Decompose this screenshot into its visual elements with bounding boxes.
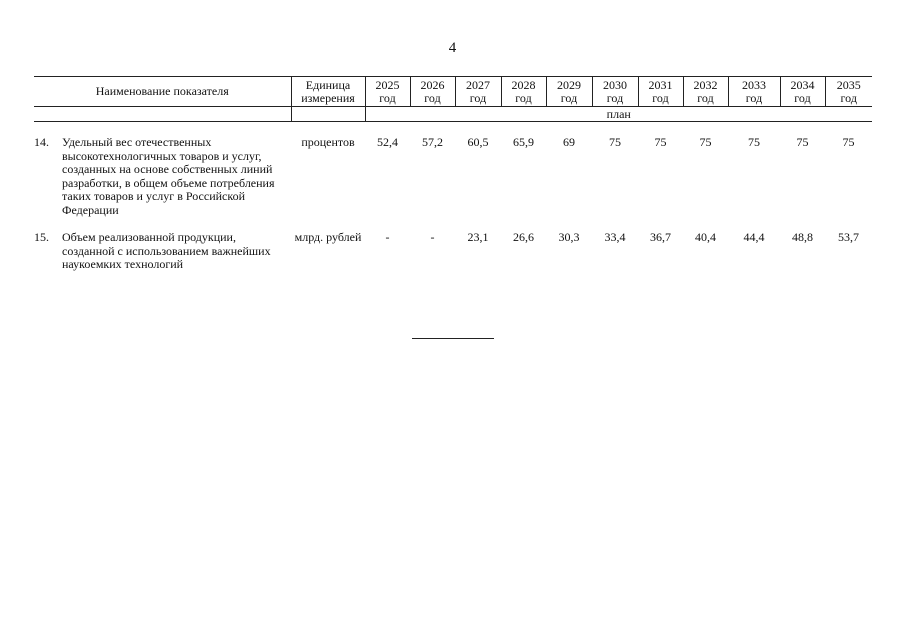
year-value: 2031 — [648, 77, 673, 92]
column-header-unit: Единица измерения — [291, 77, 365, 107]
value-cell: 60,5 — [467, 135, 489, 149]
value-cell: - — [430, 230, 435, 244]
value-cell: 53,7 — [838, 230, 859, 244]
value-cell: 30,3 — [558, 230, 580, 244]
table-row — [34, 231, 872, 286]
year-suffix: год — [424, 90, 441, 105]
value-cell: 75 — [654, 135, 667, 149]
year-value: 2034 — [790, 77, 815, 92]
year-value: 2033 — [742, 77, 766, 92]
column-header-year — [825, 77, 872, 107]
value-cell: 57,2 — [422, 135, 443, 149]
value-cell: 52,4 — [377, 135, 398, 149]
value-cell: 40,4 — [695, 230, 716, 244]
year-value: 2025 — [375, 77, 400, 92]
row-number: 14. — [34, 135, 49, 149]
value-cell: 75 — [609, 135, 621, 149]
row-number: 15. — [34, 230, 49, 244]
column-header-year — [780, 77, 825, 107]
year-value: 2028 — [511, 77, 536, 92]
column-header-year — [638, 77, 683, 107]
value-cell: - — [385, 230, 390, 244]
column-header-year — [455, 77, 501, 107]
value-cell: 65,9 — [513, 135, 534, 149]
value-cell: 75 — [842, 135, 855, 149]
table-header-row — [34, 77, 872, 107]
table-row — [34, 136, 872, 231]
table-body — [34, 122, 872, 286]
indicator-name-cell — [34, 136, 291, 231]
page-number: 4 — [448, 40, 457, 56]
value-cell: 33,4 — [604, 230, 626, 244]
indicator-name: Удельный вес отечественных высокотехнологичных товаров и услуг, созданных на основе собственных линий разработки, в общем объеме потребления таких товаров и услуг в Российской Федерации — [62, 135, 275, 217]
value-cell: 75 — [699, 135, 712, 149]
year-suffix: год — [560, 90, 578, 105]
column-header-year — [501, 77, 546, 107]
year-suffix: год — [840, 90, 857, 105]
value-cell: 48,8 — [792, 230, 813, 244]
column-header-year — [410, 77, 455, 107]
year-value: 2030 — [603, 77, 627, 92]
year-suffix: год — [697, 90, 714, 105]
indicator-name: Объем реализованной продукции, созданной с использованием важнейших наукоемких технологий — [62, 230, 271, 271]
value-cell: 44,4 — [743, 230, 765, 244]
column-header-year — [728, 77, 780, 107]
year-suffix: год — [606, 90, 624, 105]
indicator-name-cell — [34, 231, 291, 286]
year-suffix: год — [469, 90, 487, 105]
plan-label: план — [365, 107, 872, 122]
column-header-year — [683, 77, 728, 107]
year-value: 2026 — [420, 77, 445, 92]
column-header-name: Наименование показателя — [34, 77, 291, 107]
column-header-year — [365, 77, 410, 107]
year-suffix: год — [515, 90, 532, 105]
value-cell: 75 — [748, 135, 760, 149]
year-suffix: год — [379, 90, 396, 105]
year-value: 2032 — [693, 77, 718, 92]
year-value: 2029 — [557, 77, 581, 92]
indicators-table — [34, 76, 872, 286]
value-cell: 23,1 — [467, 230, 489, 244]
column-header-year — [592, 77, 638, 107]
value-cell: 36,7 — [650, 230, 671, 244]
unit-cell: процентов — [301, 135, 355, 149]
year-suffix: год — [652, 90, 669, 105]
column-header-year — [546, 77, 592, 107]
year-value: 2035 — [836, 77, 861, 92]
value-cell: 75 — [796, 135, 809, 149]
year-suffix: год — [745, 90, 763, 105]
year-suffix: год — [794, 90, 811, 105]
value-cell: 26,6 — [513, 230, 534, 244]
year-value: 2027 — [466, 77, 490, 92]
plan-header-row — [34, 107, 872, 122]
value-cell: 69 — [563, 135, 575, 149]
footer-rule — [412, 338, 494, 339]
unit-cell: млрд. рублей — [294, 230, 362, 244]
